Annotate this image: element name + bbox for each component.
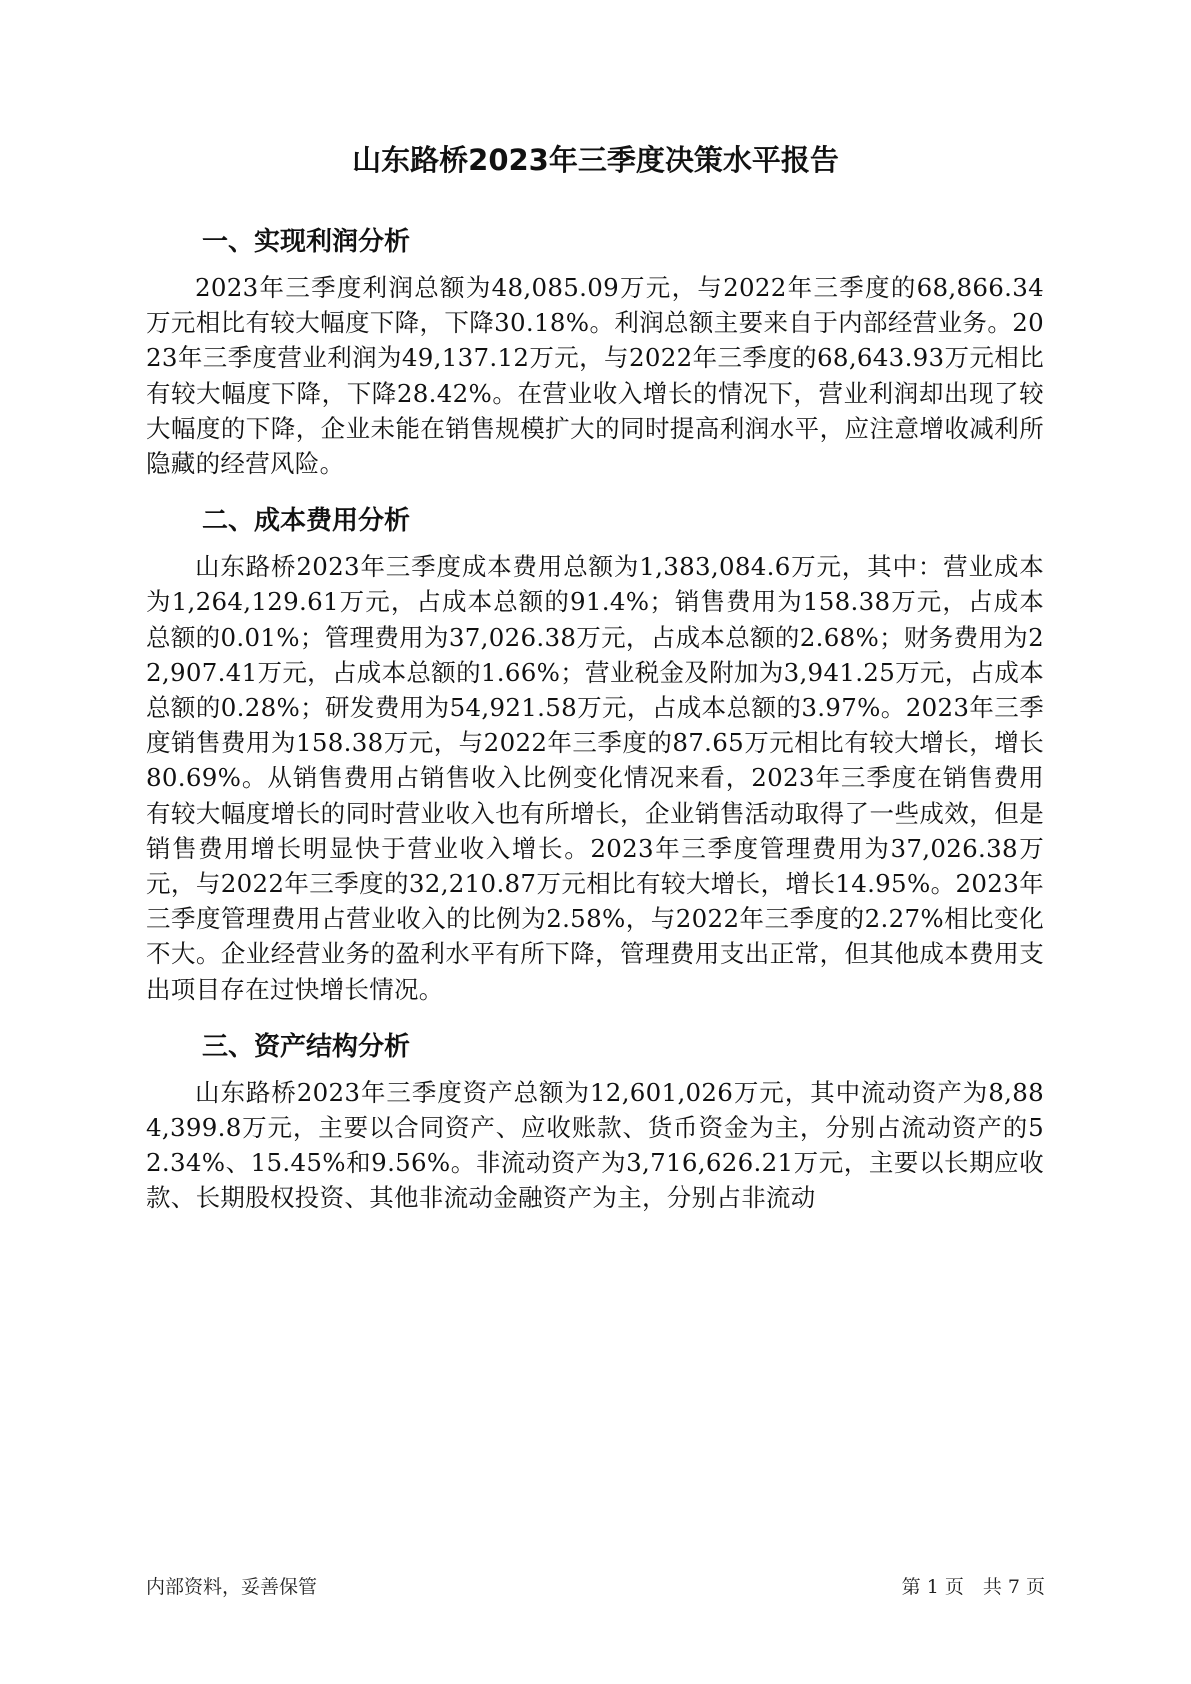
report-body	[146, 222, 1044, 1236]
section-paragraph: 山东路桥2023年三季度成本费用总额为1,383,084.6万元，其中：营业成本为1,264,129.61万元，占成本总额的91.4%；销售费用为158.38万元，占成本总额的0.01%；管理费用为37,026.38万元，占成本总额的2.68%；财务费用为22,907.41万元，占成本总额的1.66%；营业税金及附加为3,941.25万元，占成本总额的0.28%；研发费用为54,921.58万元，占成本总额的3.97%。2023年三季度销售费用为158.38万元，与2022年三季度的87.65万元相比有较大增长，增长80.69%。从销售费用占销售收入比例变化情况来看，2023年三季度在销售费用有较大幅度增长的同时营业收入也有所增长，企业销售活动取得了一些成效，但是销售费用增长明显快于营业收入增长。2023年三季度管理费用为37,026.38万元，与2022年三季度的32,210.87万元相比有较大增长，增长14.95%。2023年三季度管理费用占营业收入的比例为2.58%，与2022年三季度的2.27%相比变化不大。企业经营业务的盈利水平有所下降，管理费用支出正常，但其他成本费用支出项目存在过快增长情况。	[146, 552, 1044, 1004]
section-heading: 一、实现利润分析	[202, 227, 411, 257]
section-heading: 二、成本费用分析	[202, 506, 411, 537]
section-asset-structure	[146, 1027, 1044, 1216]
footer-confidential-note: 内部资料，妥善保管	[146, 1576, 318, 1598]
section-cost-analysis	[146, 501, 1044, 1007]
section-paragraph: 山东路桥2023年三季度资产总额为12,601,026万元，其中流动资产为8,884,399.8万元，主要以合同资产、应收账款、货币资金为主，分别占流动资产的52.34%、15.45%和9.56%。非流动资产为3,716,626.21万元，主要以长期应收款、长期股权投资、其他非流动金融资产为主，分别占非流动	[146, 1077, 1044, 1213]
footer-page-number: 第 1 页 共 7 页	[901, 1576, 1045, 1598]
section-paragraph: 2023年三季度利润总额为48,085.09万元，与2022年三季度的68,866.34万元相比有较大幅度下降，下降30.18%。利润总额主要来自于内部经营业务。2023年三季度营业利润为49,137.12万元，与2022年三季度的68,643.93万元相比有较大幅度下降，下降28.42%。在营业收入增长的情况下，营业利润却出现了较大幅度的下降，企业未能在销售规模扩大的同时提高利润水平，应注意增收减利所隐藏的经营风险。	[146, 273, 1044, 479]
section-profit-analysis	[146, 222, 1044, 481]
section-heading: 三、资产结构分析	[202, 1031, 411, 1062]
report-title: 山东路桥2023年三季度决策水平报告	[352, 143, 839, 177]
